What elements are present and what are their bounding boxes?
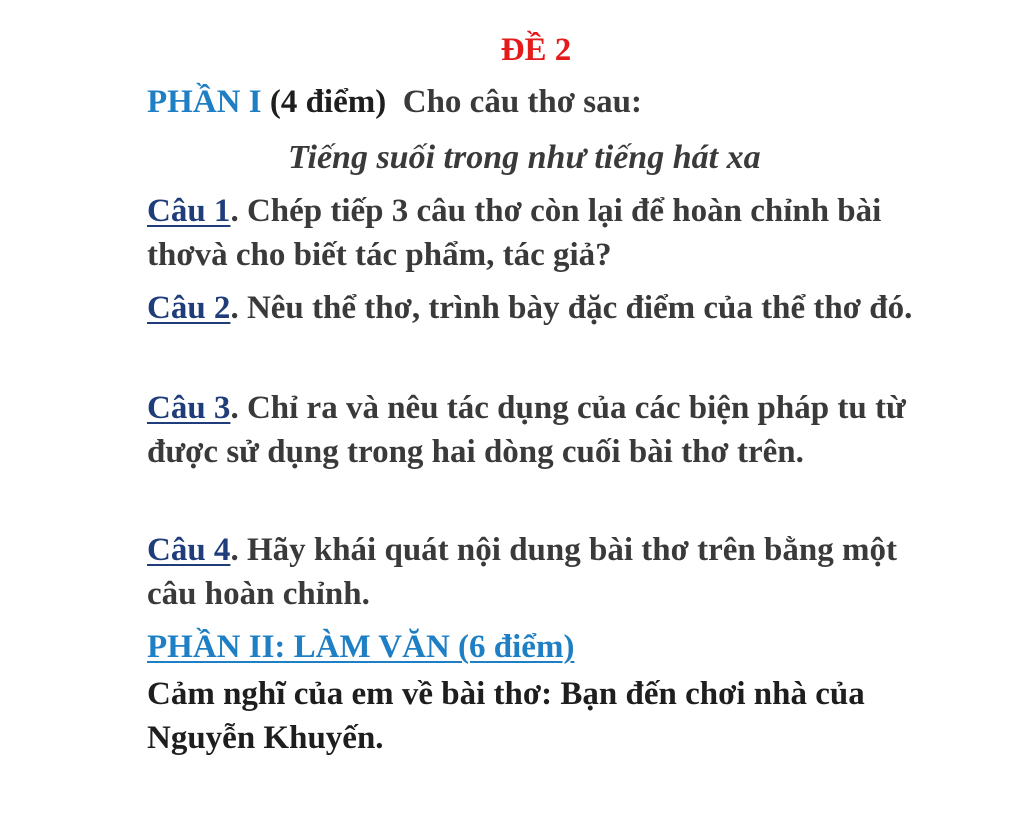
question-2-label: Câu 2: [147, 290, 231, 326]
question-3-text: . Chỉ ra và nêu tác dụng của các biện pháp tu từ được sử dụng trong hai dòng cuối bài thơ trên.: [147, 390, 906, 470]
part1-heading: PHẦN I: [147, 84, 262, 120]
question-3-label: Câu 3: [147, 390, 231, 426]
part2-prompt: [147, 672, 917, 760]
question-2-text: . Nêu thể thơ, trình bày đặc điểm của thể thơ đó.: [230, 290, 913, 326]
part2-heading-line: [147, 625, 917, 669]
part1-prompt: Cho câu thơ sau:: [402, 84, 642, 120]
question-1-label: Câu 1: [147, 193, 231, 229]
question-4-label: Câu 4: [147, 532, 231, 568]
question-2: [147, 286, 917, 330]
question-4-text: . Hãy khái quát nội dung bài thơ trên bằng một câu hoàn chỉnh.: [147, 532, 897, 612]
part1-points: (4 điểm): [269, 84, 387, 120]
part2-prompt-text: Cảm nghĩ của em về bài thơ: Bạn đến chơi nhà của Nguyễn Khuyến.: [147, 676, 865, 756]
question-1: [147, 189, 917, 277]
part2-heading: PHẦN II: LÀM VĂN (6 điểm): [147, 629, 575, 665]
exam-title: ĐỀ 2: [500, 32, 572, 68]
part1-heading-line: [147, 80, 917, 124]
poem-verse: Tiếng suối trong như tiếng hát xa: [288, 139, 761, 176]
question-3: [147, 386, 917, 474]
question-4: [147, 528, 917, 616]
question-1-text: . Chép tiếp 3 câu thơ còn lại để hoàn chỉnh bài thơvà cho biết tác phẩm, tác giả?: [147, 193, 882, 273]
